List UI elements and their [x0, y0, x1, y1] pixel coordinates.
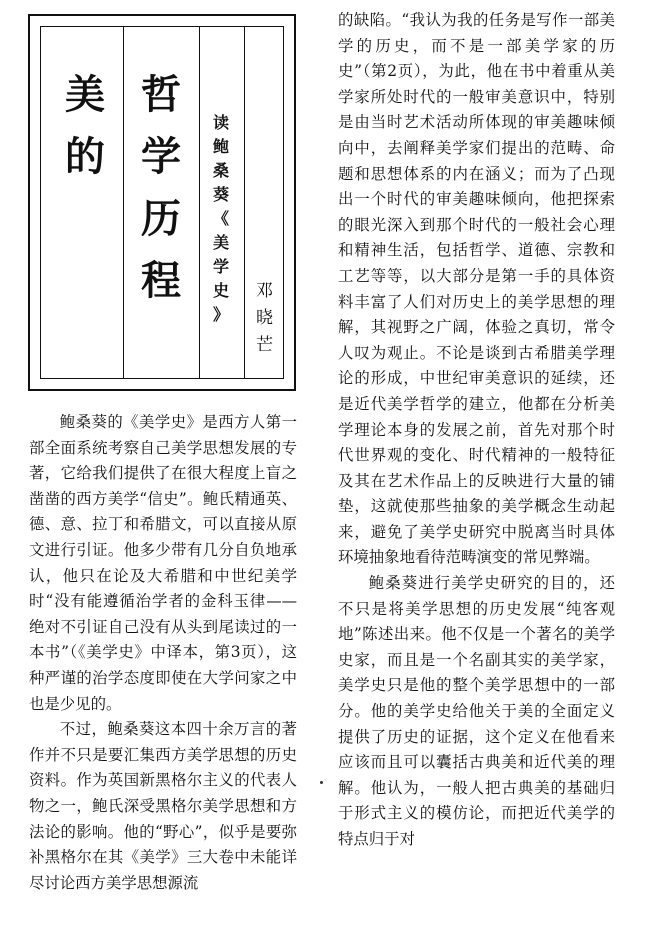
subtitle-char: 》: [213, 305, 230, 324]
paragraph: 不过，鲍桑葵这本四十余万言的著作并不只是要汇集西方美学思想的历史资料。作为英国新黑格尔主义的代表人物之一，鲍氏深受黑格尔美学思想和方法论的影响。他的“野心”，似乎是要弥补黑格尔在其《美学》三大卷中未能详尽讨论西方美学思想源流: [29, 720, 297, 892]
title-main-col1: [65, 71, 105, 199]
title-box: [28, 14, 296, 391]
title-divider: [199, 27, 200, 378]
title-divider: [123, 27, 124, 378]
author-name: [256, 283, 273, 364]
title-char: 哲: [141, 71, 181, 118]
subtitle-char: 史: [213, 281, 230, 300]
paragraph: 鲍桑葵的《美学史》是西方人第一部全面系统考察自己美学思想发展的专著，它给我们提供了在很大程度上盲之凿凿的西方美学“信史”。鲍氏精通英、德、意、拉丁和希腊文，可以直接从原文进行引证。他多少带有几分自负地承认，他只在论及大希腊和中世纪美学时“没有能遵循治学者的金科玉律——绝对不引证自己没有从头到尾读过的一本书”（《美学史》中译本，第3页），这种严谨的治学态度即使在大学问家之中也是少见的。: [29, 413, 297, 713]
author-char: 邓: [256, 281, 273, 301]
subtitle-char: 葵: [213, 185, 230, 204]
subtitle-char: 《: [213, 209, 230, 228]
title-char: 美: [65, 71, 105, 118]
subtitle: [213, 115, 229, 331]
stray-mark: [320, 781, 323, 784]
author-char: 晓: [256, 308, 273, 328]
subtitle-char: 桑: [213, 161, 230, 180]
title-char: 历: [141, 195, 181, 242]
author-char: 芒: [256, 335, 273, 355]
title-inner-frame: [40, 26, 284, 379]
body-column-right: [338, 8, 615, 853]
title-char: 的: [65, 133, 105, 180]
subtitle-char: 鲍: [213, 137, 230, 156]
title-char: 程: [141, 257, 181, 304]
subtitle-char: 读: [213, 113, 230, 132]
subtitle-char: 学: [213, 257, 230, 276]
title-main-col2: [141, 71, 181, 323]
paragraph: 鲍桑葵进行美学史研究的目的，还不只是将美学思想的历史发展“纯客观地”陈述出来。他不仅是一个著名的美学史家，而且是一个名副其实的美学家，美学史只是他的整个美学思想中的一部分。他的美学史给他关于美的全面定义提供了历史的证据，这个定义在他看来应该而且可以囊括古典美和近代美的理解。他认为，一般人把古典美的基础归于形式主义的模仿论，而把近代美学的特点归于对: [338, 574, 615, 848]
paragraph: 的缺陷。“我认为我的任务是写作一部美学的历史，而不是一部美学家的历史”（第2页），为此，他在书中着重从美学家所处时代的一般审美意识中，特别是由当时艺术活动所体现的审美趣味倾向中，去阐释美学家们提出的范畴、命题和思想体系的内在涵义；而为了凸现出一个时代的审美趣味倾向，他把探索的眼光深入到那个时代的一般社会心理和精神生活，包括哲学、道德、宗教和工艺等等，以大部分是第一手的具体资料丰富了人们对历史上的美学思想的理解，其视野之广阔，体验之真切，常令人叹为观止。不论是谈到古希腊美学理论的形成，中世纪审美意识的延续，还是近代美学哲学的建立，他都在分析美学理论本身的发展之前，首先对那个时代世界观的变化、时代精神的一般特征及其在艺术作品上的反映进行大量的铺垫，这就使那些抽象的美学概念生动起来，避免了美学史研究中脱离当时具体环境抽象地看待范畴演变的常见弊端。: [338, 11, 615, 567]
body-column-left: [29, 410, 297, 896]
title-divider: [244, 27, 245, 378]
title-char: 学: [141, 133, 181, 180]
subtitle-char: 美: [213, 233, 230, 252]
